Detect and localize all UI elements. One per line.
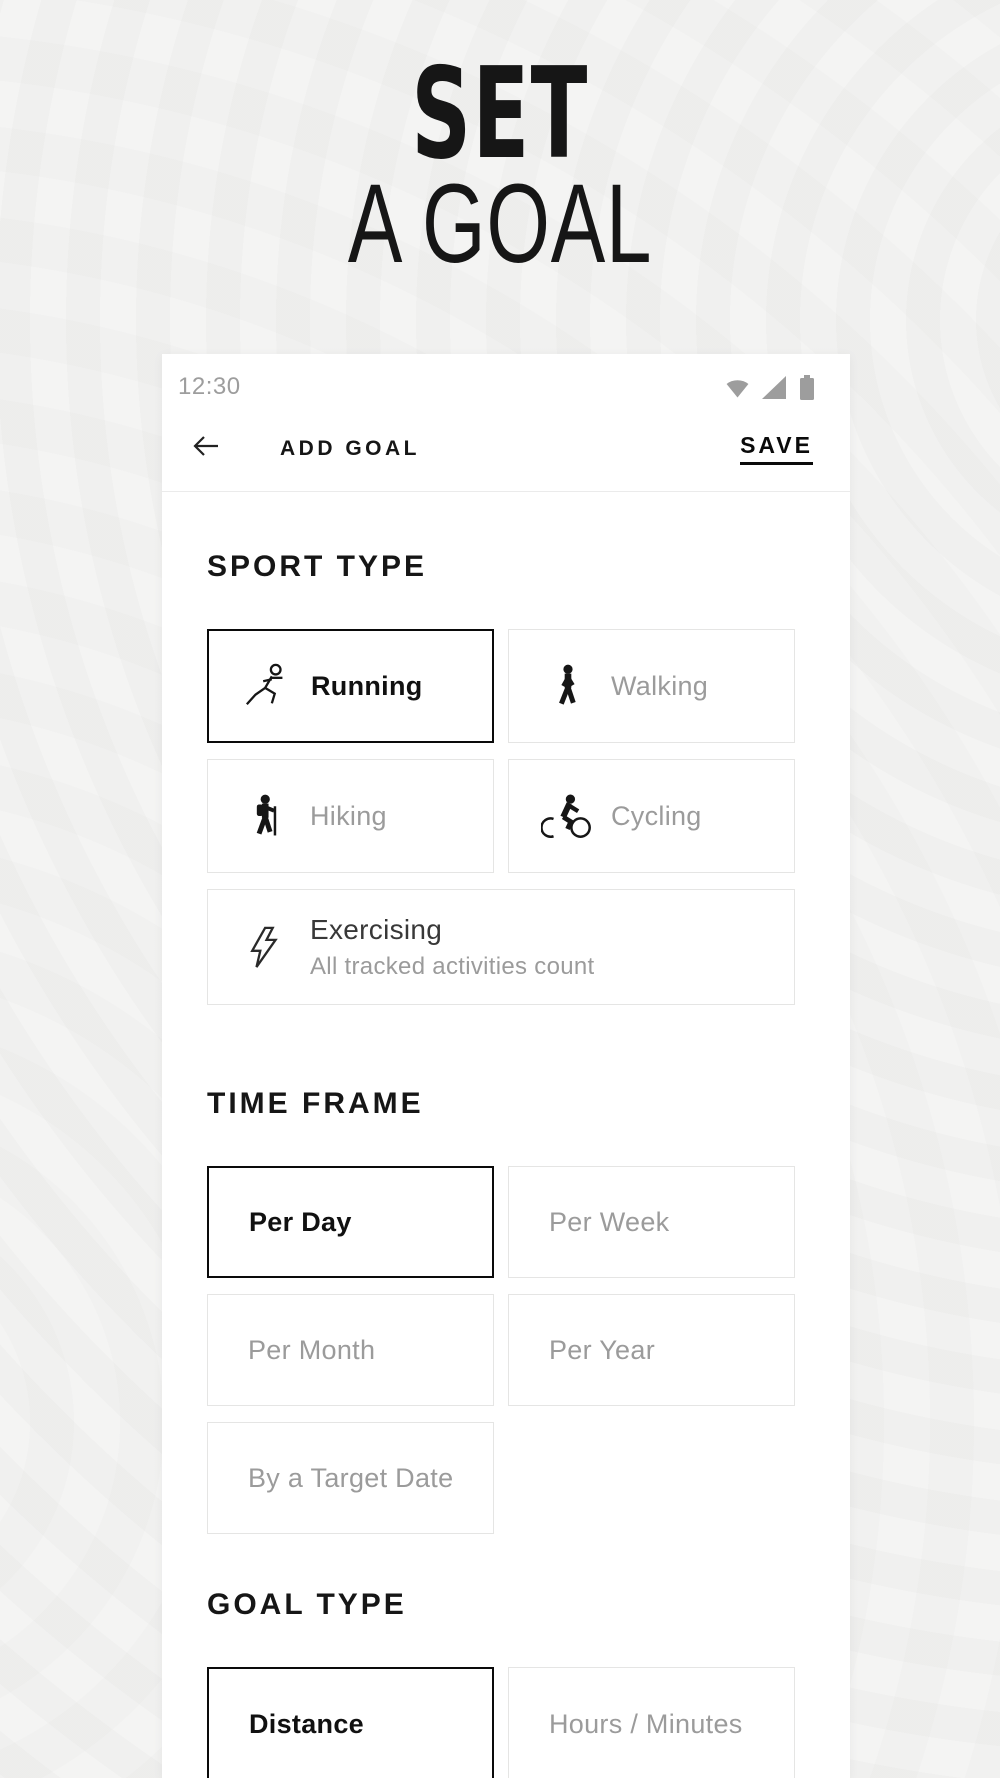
hero-title-line1: SET — [411, 40, 589, 187]
sport-type-grid — [207, 629, 795, 873]
time-option-label: Per Year — [549, 1334, 655, 1365]
phone-card — [162, 354, 850, 1778]
goal-option-distance[interactable] — [207, 1667, 494, 1778]
hiker-icon — [240, 791, 294, 841]
sport-option-label: Running — [311, 670, 423, 701]
time-option-label: Per Month — [248, 1334, 376, 1365]
status-bar — [162, 354, 850, 406]
app-header — [162, 406, 850, 492]
sport-option-label: Cycling — [611, 800, 702, 831]
sport-option-walking[interactable] — [508, 629, 795, 743]
page-title: ADD GOAL — [280, 436, 420, 460]
sport-option-label: Walking — [611, 670, 709, 701]
time-option-per-week[interactable] — [508, 1166, 795, 1278]
goal-option-label: Hours / Minutes — [549, 1708, 743, 1739]
sport-type-heading: SPORT TYPE — [207, 550, 428, 583]
goal-option-hours-minutes[interactable] — [508, 1667, 795, 1778]
time-option-target-date[interactable] — [207, 1422, 494, 1534]
time-frame-grid — [207, 1166, 795, 1534]
sport-option-running[interactable] — [207, 629, 494, 743]
sport-option-hiking[interactable] — [207, 759, 494, 873]
cyclist-icon — [541, 792, 595, 840]
status-icons — [724, 375, 817, 400]
content-area — [162, 552, 850, 1778]
arrow-left-icon — [192, 434, 220, 463]
time-option-label: Per Week — [549, 1206, 670, 1237]
sport-option-label: Hiking — [310, 800, 387, 831]
wifi-icon — [724, 375, 751, 399]
hero-title-line2: A GOAL — [347, 160, 653, 286]
walker-icon — [541, 661, 595, 711]
back-button[interactable] — [192, 436, 222, 462]
runner-icon — [241, 661, 295, 711]
time-option-per-month[interactable] — [207, 1294, 494, 1406]
sport-option-label: Exercising — [310, 913, 443, 945]
status-time: 12:30 — [178, 373, 241, 400]
goal-type-heading: GOAL TYPE — [207, 1588, 407, 1621]
lightning-bolt-icon — [240, 924, 294, 970]
sport-option-subtitle: All tracked activities count — [310, 952, 595, 980]
time-option-per-day[interactable] — [207, 1166, 494, 1278]
cell-signal-icon — [762, 376, 786, 399]
time-option-label: Per Day — [249, 1206, 352, 1237]
time-option-per-year[interactable] — [508, 1294, 795, 1406]
hero-title — [0, 40, 1000, 286]
exercising-text — [310, 914, 595, 981]
time-option-label: By a Target Date — [248, 1462, 454, 1493]
battery-icon — [797, 375, 817, 400]
sport-option-exercising[interactable] — [207, 889, 795, 1005]
sport-option-cycling[interactable] — [508, 759, 795, 873]
goal-type-grid — [207, 1667, 795, 1778]
save-button[interactable]: SAVE — [740, 432, 813, 465]
time-frame-heading: TIME FRAME — [207, 1087, 424, 1120]
goal-option-label: Distance — [249, 1708, 364, 1739]
